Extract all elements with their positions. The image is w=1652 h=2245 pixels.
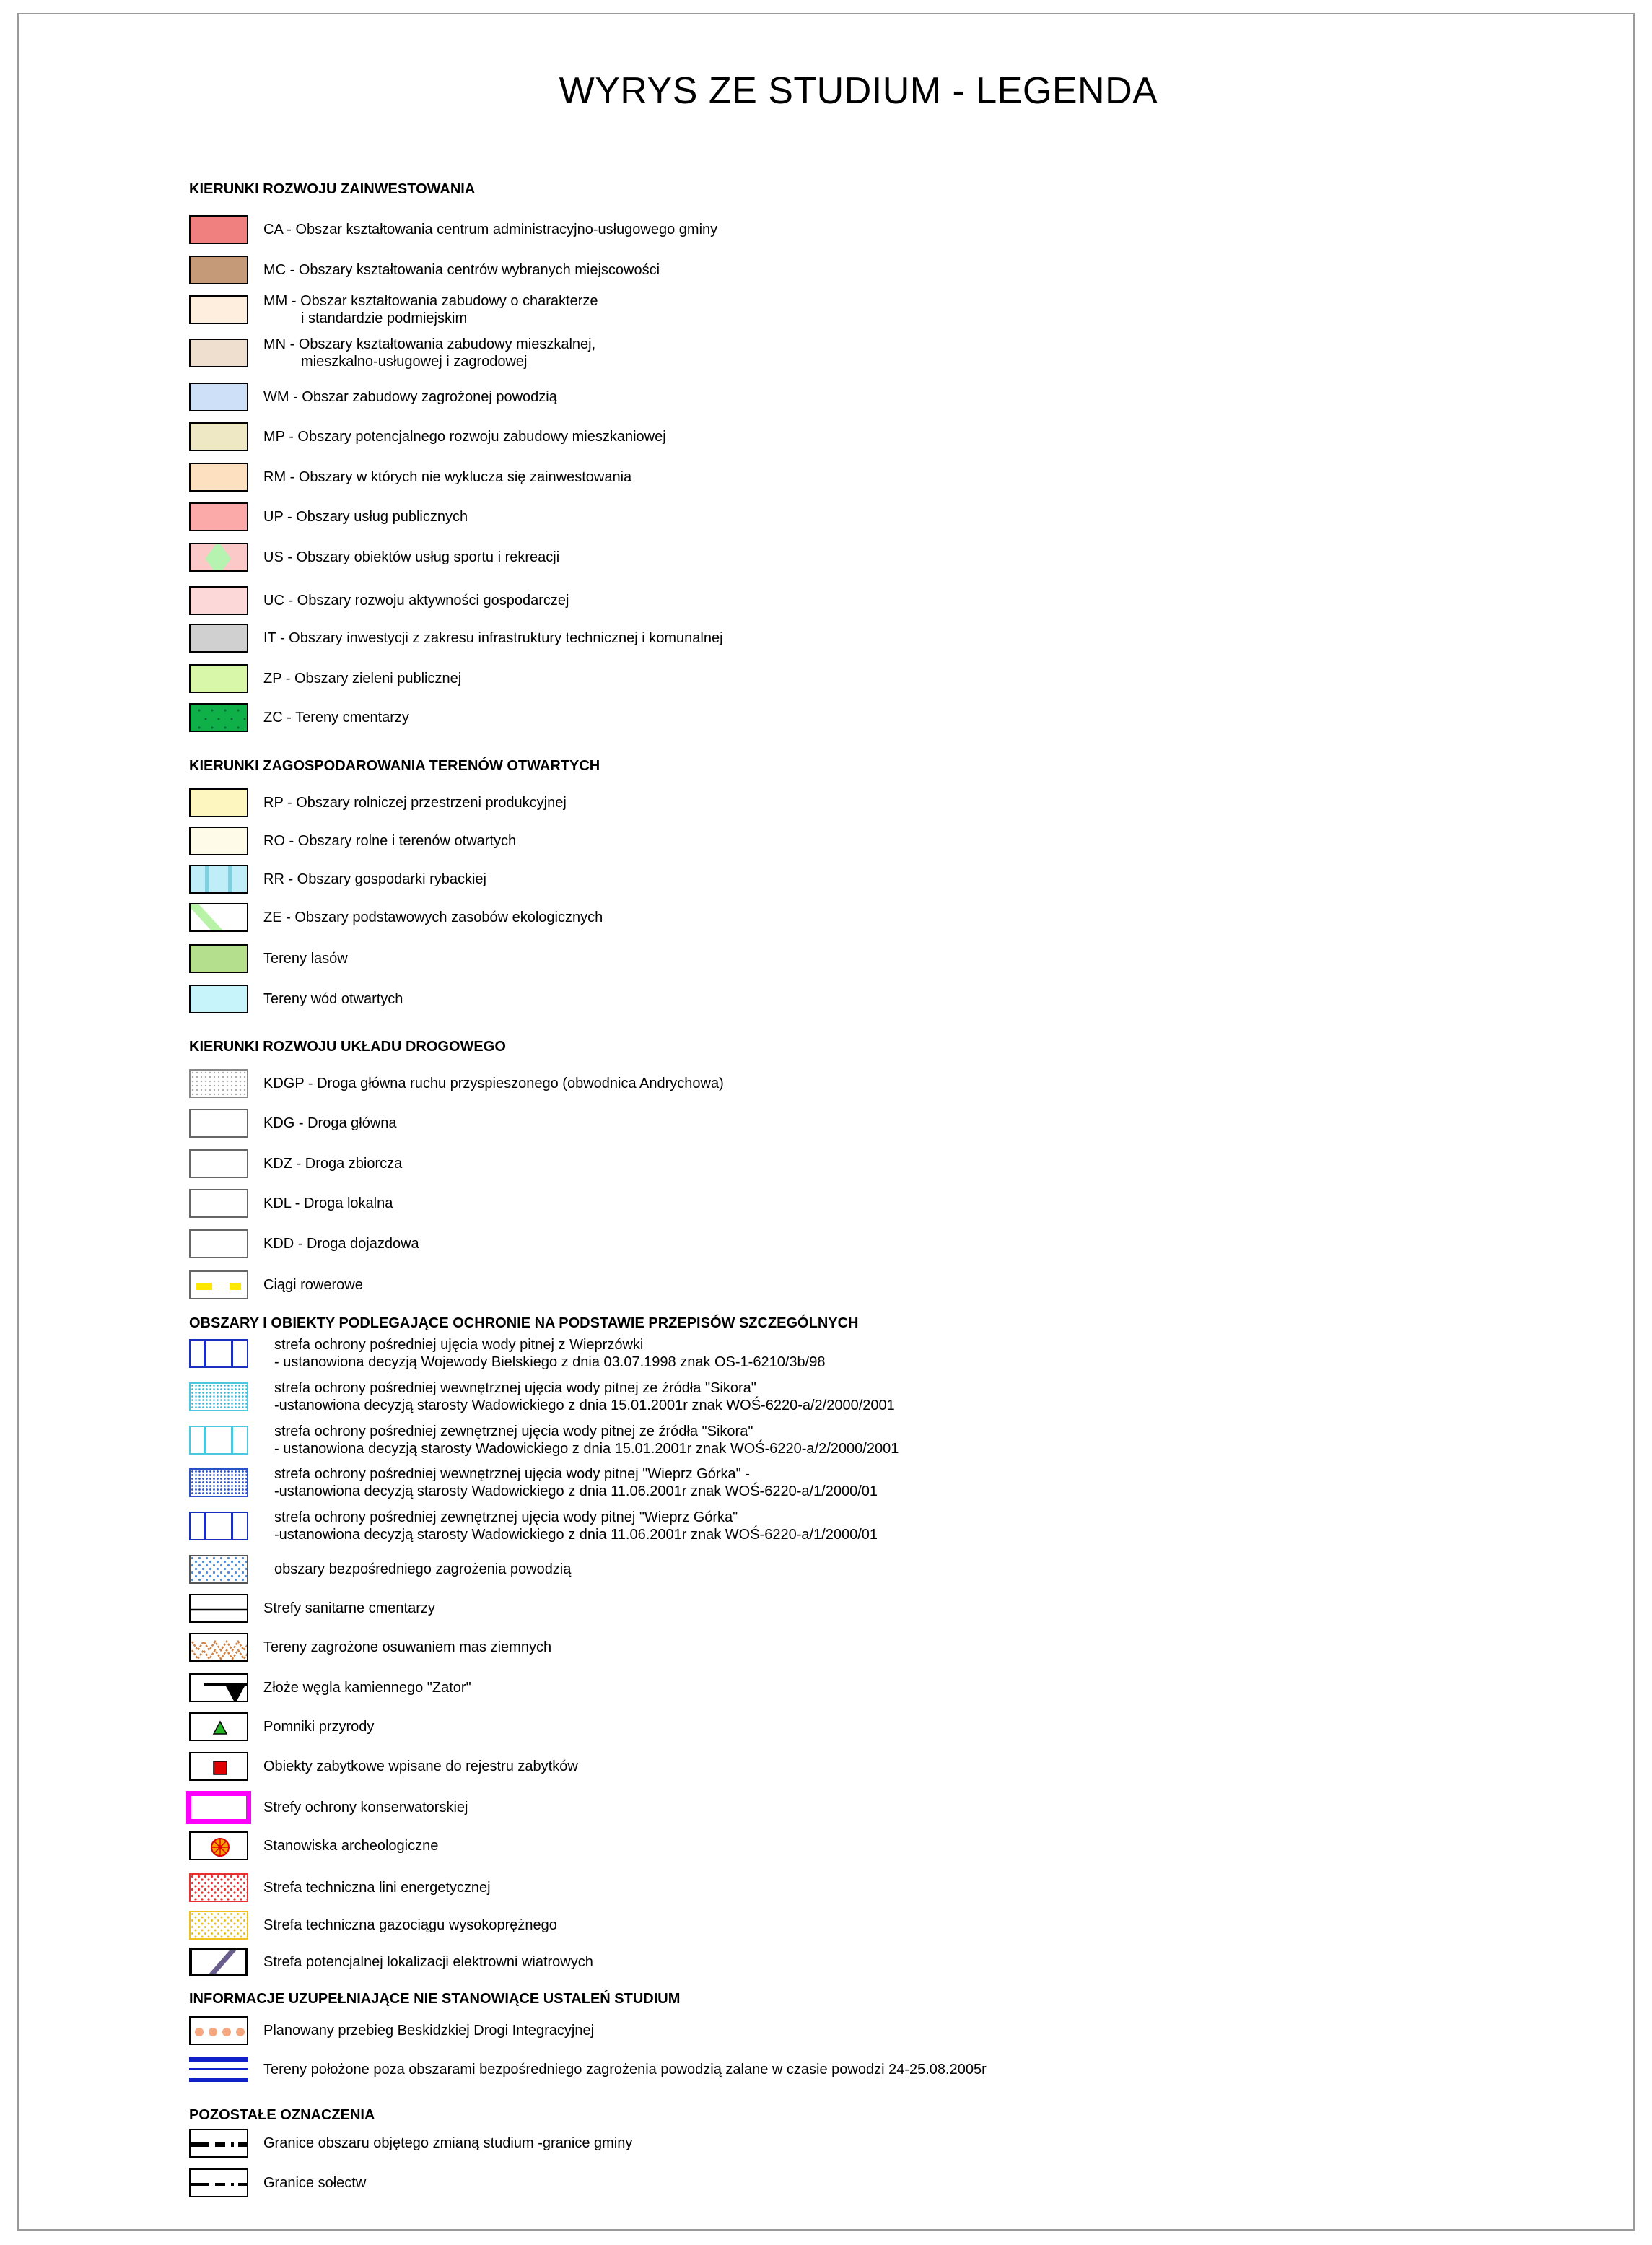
kdgp-dot-pattern [191,1071,248,1098]
water-swatch [189,985,248,1013]
bdi-label: Planowany przebieg Beskidzkiej Drogi Integracyjnej [263,2023,595,2039]
power-line-label: Strefa techniczna lini energetycznej [263,1880,491,1896]
triangle-icon [191,1714,248,1741]
gmina-boundary-line [191,2130,248,2158]
kdgp-label: KDGP - Droga główna ruchu przyspieszonego (obwodnica Andrychowa) [263,1076,724,1091]
cemetery-zone-line [191,1595,248,1623]
bdi-dot-pattern [191,2018,248,2045]
wieprz-outer-line-pattern [191,1513,248,1540]
kdl-label: KDL - Droga lokalna [263,1195,393,1211]
legend-title: WYRYS ZE STUDIUM - LEGENDA [559,70,1158,112]
bike-swatch [189,1270,248,1299]
wm-label: WM - Obszar zabudowy zagrożonej powodzią [263,389,557,405]
mm-label: MM - Obszar kształtowania zabudowy o charakterze i standardzie podmiejskim [263,293,598,326]
coal-deposit-icon [191,1675,248,1702]
ze-swatch [189,903,248,932]
gas-swatch [189,1911,248,1940]
mp-label: MP - Obszary potencjalnego rozwoju zabudowy mieszkaniowej [263,429,666,445]
ca-label: CA - Obszar kształtowania centrum administracyjno-usługowego gminy [263,222,718,237]
zc-dot-pattern [191,705,248,732]
forest-swatch [189,944,248,973]
power-line-dot-pattern [191,1875,248,1902]
wm-swatch [189,383,248,411]
kdd-swatch [189,1229,248,1258]
flood-2005-swatch [189,2055,248,2084]
landslide-zigzag-pattern [191,1634,248,1662]
rp-label: RP - Obszary rolniczej przestrzeni produkcyjnej [263,795,567,811]
wind-swatch [189,1948,248,1976]
sikora-inner-swatch [189,1382,248,1411]
mn-swatch [189,339,248,367]
kdd-label: KDD - Droga dojazdowa [263,1236,419,1252]
mp-swatch [189,422,248,451]
kdl-swatch [189,1189,248,1218]
archaeology-label: Stanowiska archeologiczne [263,1838,439,1854]
solectwo-boundary-swatch [189,2168,248,2197]
wieprz-inner-label: strefa ochrony pośredniej wewnętrznej ujęcia wody pitnej "Wieprz Górka" - -ustanowiona decyzją starosty Wadowickiego z dnia 11.06.2001r znak WOŚ-6220-a/1/2000/01 [274,1466,878,1499]
wieprzowka-line-pattern [191,1341,248,1368]
solectwo-boundary-label: Granice sołectw [263,2175,367,2191]
rp-swatch [189,788,248,817]
section-heading-supplementary: INFORMACJE UZUPEŁNIAJĄCE NIE STANOWIĄCE USTALEŃ STUDIUM [189,1991,681,2007]
heritage-swatch [189,1752,248,1781]
wind-hatch-pattern [192,1950,248,1976]
rm-label: RM - Obszary w których nie wyklucza się zainwestowania [263,469,632,485]
ro-label: RO - Obszary rolne i terenów otwartych [263,833,517,849]
sikora-outer-swatch [189,1426,248,1455]
section-heading-development: KIERUNKI ROZWOJU ZAINWESTOWANIA [189,181,476,197]
landslide-label: Tereny zagrożone osuwaniem mas ziemnych [263,1639,552,1655]
map-frame [17,13,1635,2231]
archaeology-sun-icon [191,1833,248,1860]
it-swatch [189,624,248,653]
ze-hatch-pattern [191,904,248,932]
sikora-outer-line-pattern [191,1427,248,1455]
coal-label: Złoże węgla kamiennego "Zator" [263,1680,471,1696]
wieprzowka-label: strefa ochrony pośredniej ujęcia wody pitnej z Wieprzówki - ustanowiona decyzją Wojewody Bielskiego z dnia 03.07.1998 znak OS-1-6210/3b/98 [274,1337,826,1370]
zp-label: ZP - Obszary zieleni publicznej [263,671,462,686]
gmina-boundary-swatch [189,2129,248,2158]
flood-2005-lines [189,2055,248,2084]
power-line-swatch [189,1873,248,1902]
cemetery-zone-swatch [189,1594,248,1623]
zp-swatch [189,664,248,693]
section-heading-other: POZOSTAŁE OZNACZENIA [189,2107,375,2123]
rr-swatch [189,865,248,894]
rr-stripe-pattern [191,866,248,894]
rm-swatch [189,463,248,492]
flood-dot-pattern [191,1556,248,1584]
forest-label: Tereny lasów [263,951,348,967]
it-label: IT - Obszary inwestycji z zakresu infrastruktury technicznej i komunalnej [263,630,723,646]
gas-label: Strefa techniczna gazociągu wysokoprężnego [263,1917,557,1933]
solectwo-boundary-line [191,2170,248,2197]
ca-swatch [189,215,248,244]
sikora-inner-label: strefa ochrony pośredniej wewnętrznej ujęcia wody pitnej ze źródła "Sikora" -ustanowiona decyzją starosty Wadowickiego z dnia 15.01.2001r znak WOŚ-6220-a/2/2000/2001 [274,1380,895,1413]
gmina-boundary-label: Granice obszaru objętego zmianą studium -granice gminy [263,2135,633,2151]
flood-2005-label: Tereny położone poza obszarami bezpośredniego zagrożenia powodzią zalane w czasie powodzi 24-25.08.2005r [263,2062,987,2078]
flood-label: obszary bezpośredniego zagrożenia powodzią [274,1561,572,1577]
wieprz-outer-label: strefa ochrony pośredniej zewnętrznej ujęcia wody pitnej "Wieprz Górka" -ustanowiona decyzją starosty Wadowickiego z dnia 11.06.2001r znak WOŚ-6220-a/1/2000/01 [274,1509,878,1543]
zc-label: ZC - Tereny cmentarzy [263,710,409,725]
nature-monument-label: Pomniki przyrody [263,1719,375,1735]
kdg-swatch [189,1109,248,1138]
ze-label: ZE - Obszary podstawowych zasobów ekologicznych [263,910,603,925]
section-heading-roads: KIERUNKI ROZWOJU UKŁADU DROGOWEGO [189,1039,506,1055]
up-swatch [189,502,248,531]
bdi-swatch [189,2016,248,2045]
conservation-swatch [186,1791,251,1824]
wieprz-outer-swatch [189,1512,248,1540]
coal-swatch [189,1673,248,1702]
sikora-inner-dot-pattern [191,1384,248,1411]
uc-swatch [189,586,248,615]
archaeology-swatch [189,1831,248,1860]
landslide-swatch [189,1633,248,1662]
nature-monument-swatch [189,1712,248,1741]
kdgp-swatch [189,1069,248,1098]
kdg-label: KDG - Droga główna [263,1115,397,1131]
wind-label: Strefa potencjalnej lokalizacji elektrowni wiatrowych [263,1954,593,1970]
bike-dash-pattern [191,1272,248,1299]
us-swatch [189,543,248,572]
flood-swatch [189,1555,248,1584]
wieprz-inner-swatch [189,1468,248,1497]
section-heading-open-areas: KIERUNKI ZAGOSPODAROWANIA TERENÓW OTWARTYCH [189,758,600,774]
zc-swatch [189,703,248,732]
water-label: Tereny wód otwartych [263,991,403,1007]
kdz-swatch [189,1149,248,1178]
up-label: UP - Obszary usług publicznych [263,509,468,525]
bike-label: Ciągi rowerowe [263,1277,363,1293]
gas-dot-pattern [191,1912,248,1940]
us-label: US - Obszary obiektów usług sportu i rekreacji [263,549,560,565]
heritage-label: Obiekty zabytkowe wpisane do rejestru zabytków [263,1758,578,1774]
mc-swatch [189,256,248,284]
cemetery-zone-label: Strefy sanitarne cmentarzy [263,1600,435,1616]
conservation-label: Strefy ochrony konserwatorskiej [263,1800,468,1815]
wieprzowka-swatch [189,1339,248,1368]
mn-label: MN - Obszary kształtowania zabudowy mieszkalnej, mieszkalno-usługowej i zagrodowej [263,336,596,370]
sikora-outer-label: strefa ochrony pośredniej zewnętrznej ujęcia wody pitnej ze źródła "Sikora" - ustanowiona decyzją starosty Wadowickiego z dnia 15.01.2001r znak WOŚ-6220-a/2/2000/2001 [274,1424,899,1457]
uc-label: UC - Obszary rozwoju aktywności gospodarczej [263,593,569,609]
red-square-icon [191,1753,248,1781]
mc-label: MC - Obszary kształtowania centrów wybranych miejscowości [263,262,660,278]
section-heading-protected: OBSZARY I OBIEKTY PODLEGAJĄCE OCHRONIE NA PODSTAWIE PRZEPISÓW SZCZEGÓLNYCH [189,1315,859,1331]
kdz-label: KDZ - Droga zbiorcza [263,1156,403,1172]
mm-swatch [189,295,248,324]
rr-label: RR - Obszary gospodarki rybackiej [263,871,486,887]
ro-swatch [189,827,248,855]
wieprz-inner-dot-pattern [191,1470,248,1497]
us-diamond-pattern [191,544,248,572]
